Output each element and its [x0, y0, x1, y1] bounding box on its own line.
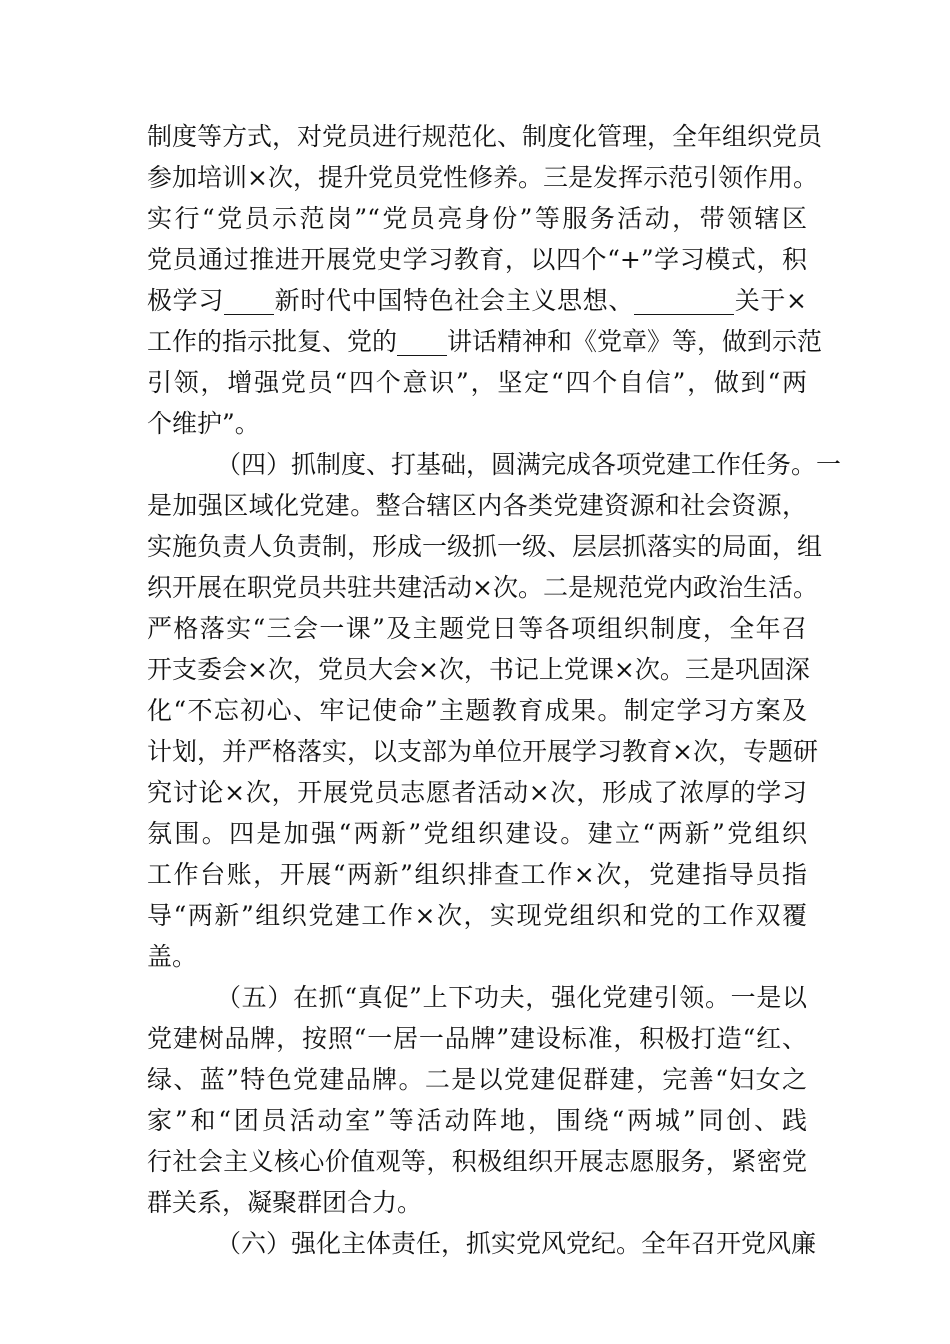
text-line: 实行“党员示范岗”“党员亮身份”等服务活动，带领辖区 [147, 204, 807, 233]
text-line: 党员通过推进开展党史学习教育，以四个“+”学习模式，积 [147, 245, 807, 274]
text-line: 党建树品牌，按照“一居一品牌”建设标准，积极打造“红、 [147, 1024, 807, 1053]
text-line: 工作的指示批复、党的____讲话精神和《党章》等，做到示范 [147, 327, 823, 356]
text-line: 计划，并严格落实，以支部为单位开展学习教育×次，专题研 [147, 737, 818, 766]
text-line: 导“两新”组织党建工作×次，实现党组织和党的工作双覆 [147, 901, 807, 930]
text-line: 家”和“团员活动室”等活动阵地，围绕“两城”同创、践 [147, 1106, 807, 1135]
text-line: 化“不忘初心、牢记使命”主题教育成果。制定学习方案及 [147, 696, 807, 725]
text-line: 严格落实“三会一课”及主题党日等各项组织制度，全年召 [147, 614, 807, 643]
text-line: 绿、蓝”特色党建品牌。二是以党建促群建，完善“妇女之 [147, 1065, 807, 1094]
text-line: 是加强区域化党建。整合辖区内各类党建资源和社会资源， [147, 491, 807, 520]
text-line: 个维护”。 [147, 409, 260, 438]
text-line: 织开展在职党员共驻共建活动×次。二是规范党内政治生活。 [147, 573, 818, 602]
text-line: 氛围。四是加强“两新”党组织建设。建立“两新”党组织 [147, 819, 808, 848]
paragraph-heading-line: （五）在抓“真促”上下功夫，强化党建引领。一是以 [216, 983, 807, 1012]
text-line: 实施负责人负责制，形成一级抓一级、层层抓落实的局面，组 [147, 532, 823, 561]
text-line: 工作台账，开展“两新”组织排查工作×次，党建指导员指 [147, 860, 807, 889]
text-line: 盖。 [147, 942, 198, 971]
text-line: 引领，增强党员“四个意识”，坚定“四个自信”，做到“两 [147, 368, 807, 397]
text-line: 极学习____新时代中国特色社会主义思想、________关于× [147, 286, 807, 315]
text-line: 制度等方式，对党员进行规范化、制度化管理，全年组织党员 [147, 122, 823, 151]
paragraph-heading-line: （六）强化主体责任，抓实党风党纪。全年召开党风廉 [216, 1229, 817, 1258]
text-line: 究讨论×次，开展党员志愿者活动×次，形成了浓厚的学习 [147, 778, 807, 807]
text-line: 群关系，凝聚群团合力。 [147, 1188, 423, 1217]
text-line: 开支委会×次，党员大会×次，书记上党课×次。三是巩固深 [147, 655, 810, 684]
text-line: 参加培训×次，提升党员党性修养。三是发挥示范引领作用。 [147, 163, 818, 192]
text-line: 行社会主义核心价值观等，积极组织开展志愿服务，紧密党 [147, 1147, 807, 1176]
paragraph-heading-line: （四）抓制度、打基础，圆满完成各项党建工作任务。一 [216, 450, 842, 479]
